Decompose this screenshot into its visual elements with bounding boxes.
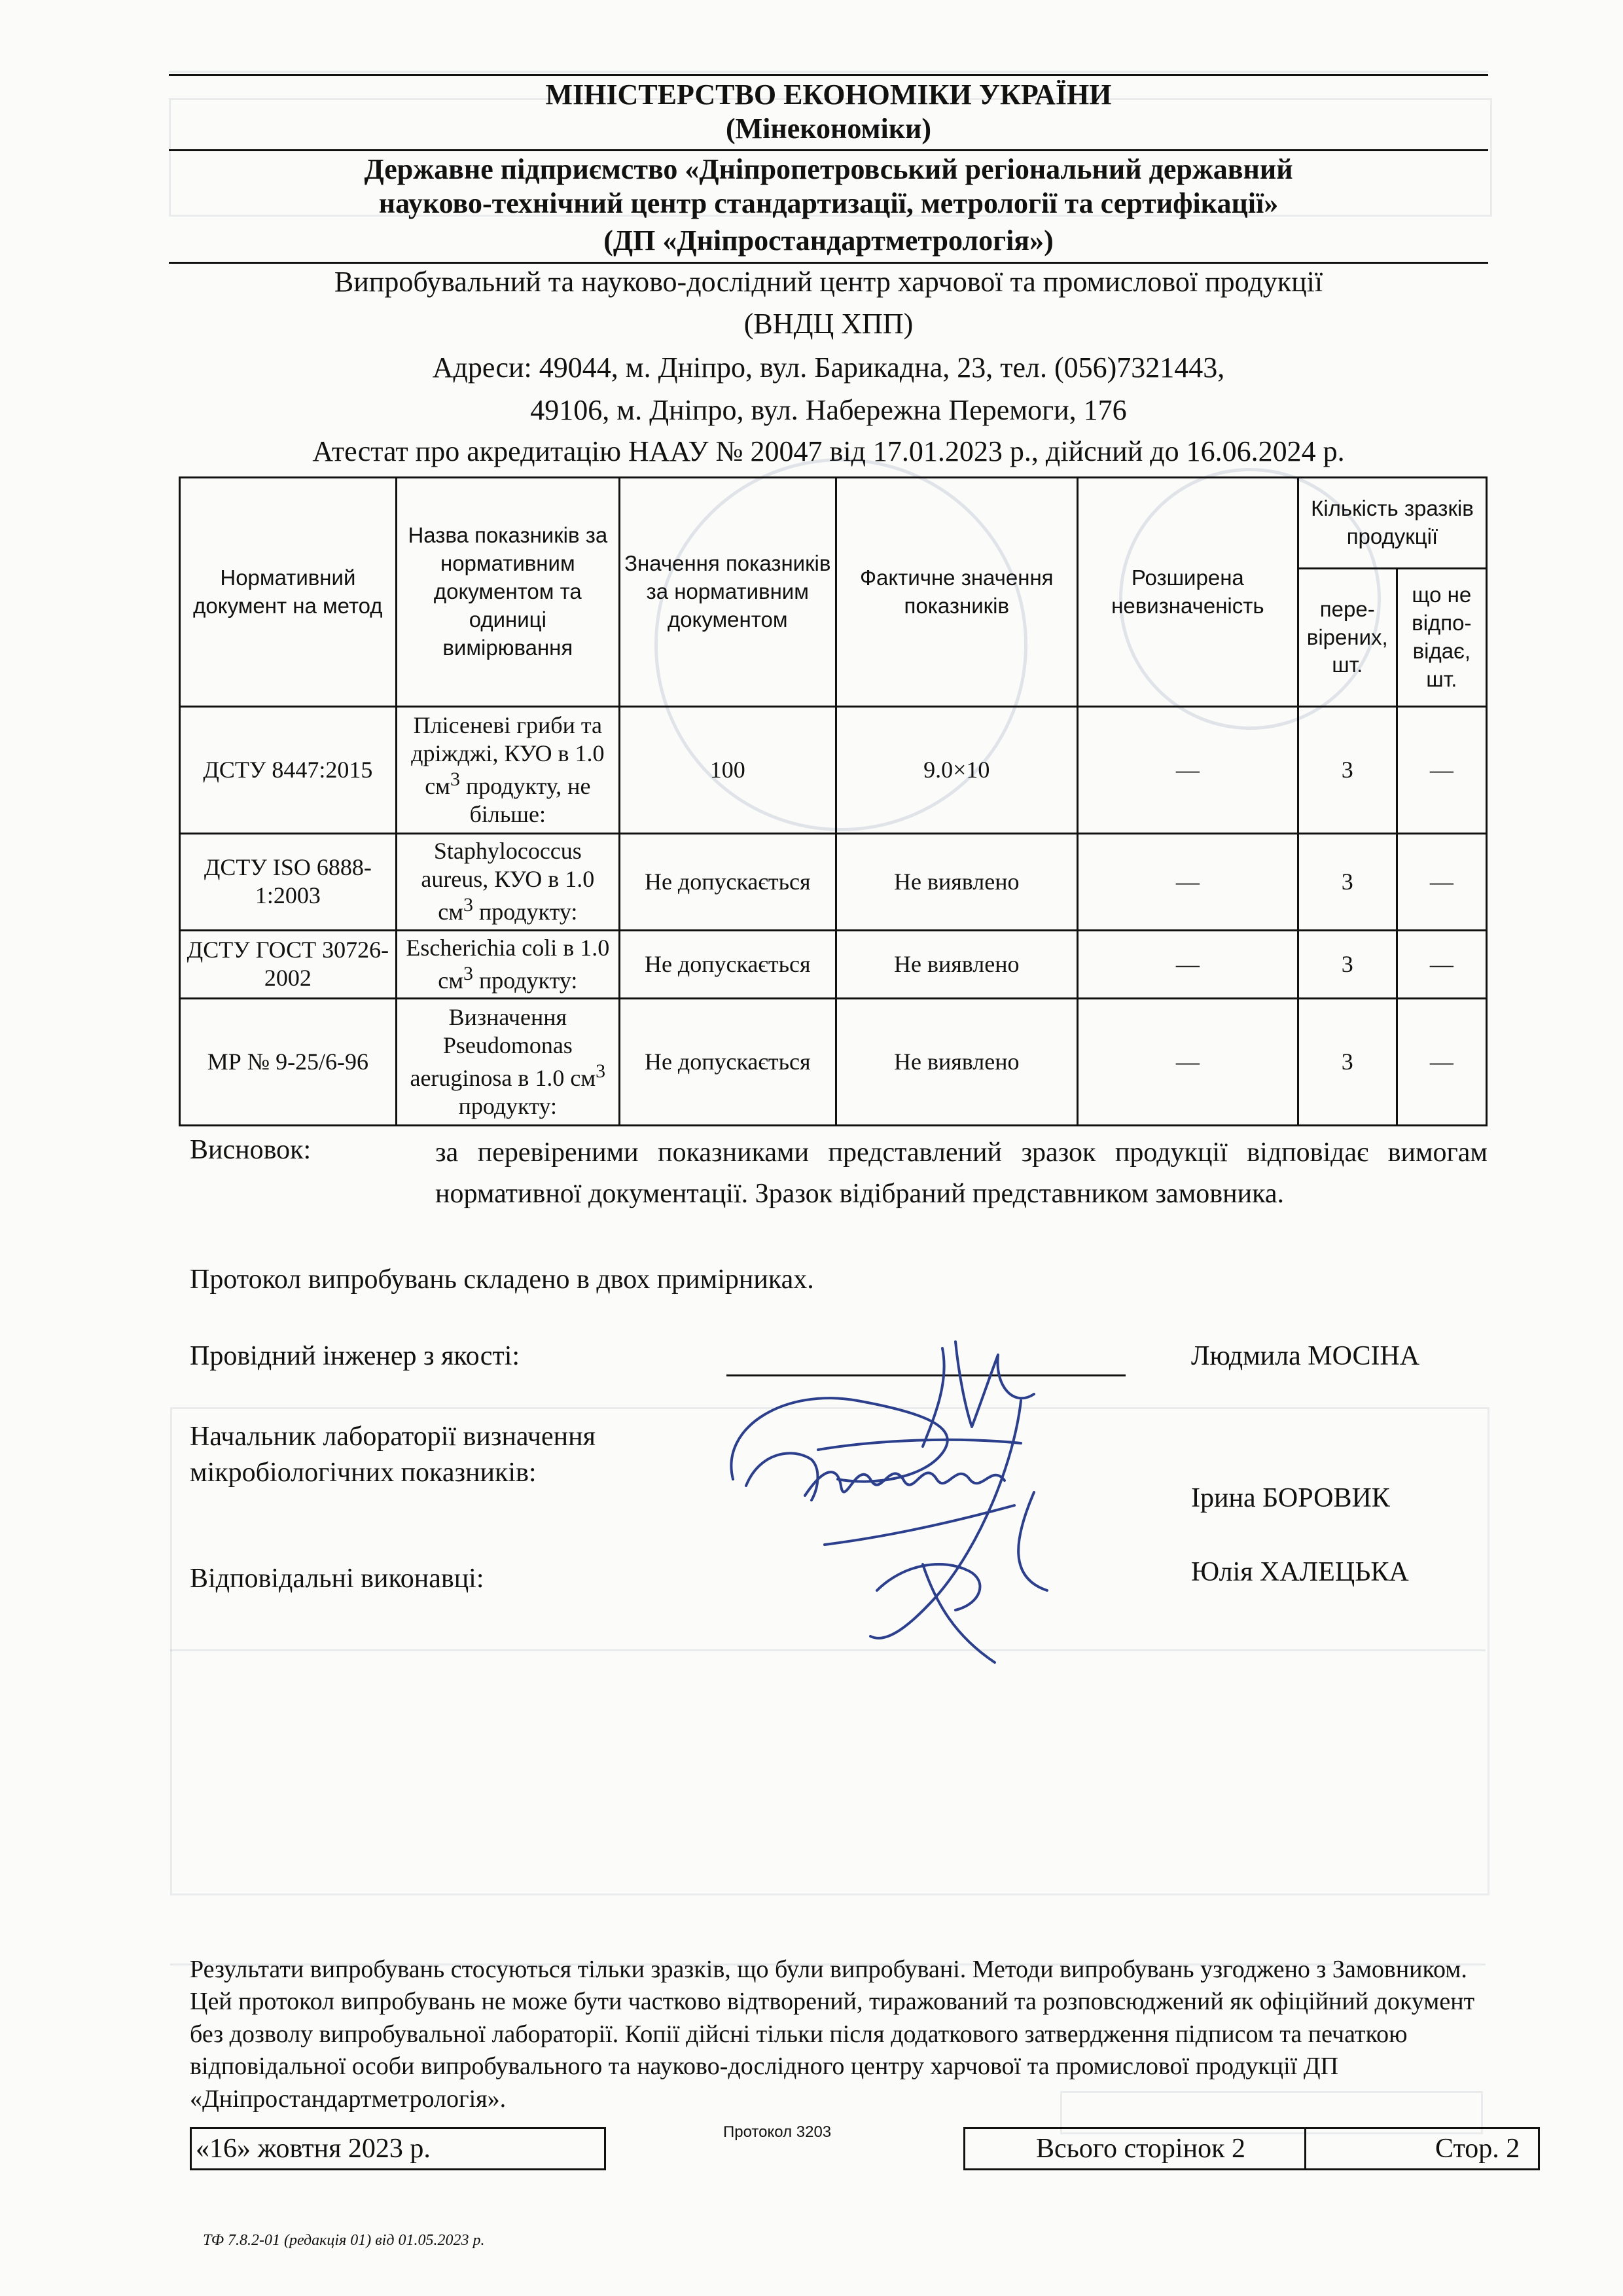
ministry-name: МІНІСТЕРСТВО ЕКОНОМІКИ УКРАЇНИ [545, 79, 1112, 111]
address-line2: 49106, м. Дніпро, вул. Набережна Перемоги, 176 [530, 394, 1127, 426]
cell-document: ДСТУ ISO 6888-1:2003 [180, 834, 397, 931]
head-label: Начальник лабораторії визначення мікробіологічних показників: [190, 1422, 596, 1488]
cell-nonconforming: — [1397, 930, 1486, 998]
cell-indicator: Визначення Pseudomonas aeruginosa в 1.0 $см^3$ продукту: [396, 998, 619, 1125]
enterprise-short-name: (ДП «Дніпростандартметрологія») [603, 224, 1054, 257]
protocol-date: «16» жовтня 2023 р. [196, 2134, 431, 2164]
cell-checked: 3 [1298, 707, 1397, 834]
header-document: Нормативний документ на метод [180, 478, 397, 707]
disclaimer-text: Результати випробувань стосуються тільки зразків, що були випробувані. Методи випробувань узгоджено з Замовником. Цей протокол випробувань не може бути частково відтворений, тиражований та розповсюджений як офіційний документ без дозволу випробувальної лабораторії. Копії дійсні тільки після додаткового затвердження підписом та печаткою відповідальної особи випробувального та науково-дослідного центру харчової та промислової продукції ДП «Дніпростандартметрологія». [190, 1956, 1475, 2113]
cell-document: МР № 9-25/6-96 [180, 998, 397, 1125]
total-pages: Всього сторінок 2 [1036, 2134, 1245, 2164]
center-name: Випробувальний та науково-дослідний центр харчової та промислової продукції [334, 266, 1323, 298]
cell-nonconforming: — [1397, 834, 1486, 931]
cell-actual-value: 9.0×10 [836, 707, 1077, 834]
head-name: Ірина БОРОВИК [1191, 1483, 1390, 1513]
cell-checked: 3 [1298, 834, 1397, 931]
cell-document: ДСТУ ГОСТ 30726-2002 [180, 930, 397, 998]
table-row [180, 998, 1487, 1125]
cell-actual-value: Не виявлено [836, 998, 1077, 1125]
page-number: Стор. 2 [1435, 2134, 1520, 2164]
table-row [180, 707, 1487, 834]
cell-actual-value: Не виявлено [836, 834, 1077, 931]
cell-nonconforming: — [1397, 707, 1486, 834]
handwritten-signatures [707, 1329, 1178, 1695]
cell-uncertainty: — [1077, 930, 1298, 998]
header-uncertainty: Розширена невизначеність [1077, 478, 1298, 707]
executors-name: Юлія ХАЛЕЦЬКА [1191, 1557, 1409, 1587]
header-indicator-name: Назва показників за нормативним документом та одиниці вимірювання [396, 478, 619, 707]
enterprise-name-line2: науково-технічний центр стандартизації, метрології та сертифікації» [378, 187, 1279, 219]
header-sample-count: Кількість зразків продукції [1298, 478, 1486, 569]
protocol-number: Протокол 3203 [723, 2123, 832, 2141]
cell-document: ДСТУ 8447:2015 [180, 707, 397, 834]
header-actual-value: Фактичне значення показників [836, 478, 1077, 707]
center-short-name: (ВНДЦ ХПП) [743, 308, 914, 340]
table-row [180, 834, 1487, 931]
cell-nonconforming: — [1397, 998, 1486, 1125]
date-box [190, 2127, 606, 2170]
cell-uncertainty: — [1077, 998, 1298, 1125]
page-info-box [963, 2127, 1540, 2170]
cell-norm-value: Не допускається [619, 998, 836, 1125]
form-code: ТФ 7.8.2-01 (редакція 01) від 01.05.2023 р. [203, 2232, 485, 2249]
executors-label: Відповідальні виконавці: [190, 1564, 484, 1594]
cell-checked: 3 [1298, 998, 1397, 1125]
enterprise-name-line1: Державне підприємство «Дніпропетровський регіональний державний [364, 153, 1293, 185]
page-info-divider [1304, 2129, 1306, 2168]
accreditation-line: Атестат про акредитацію НААУ № 20047 від 17.01.2023 р., дійсний до 16.06.2024 р. [312, 435, 1345, 467]
conclusion-text: за перевіреними показниками представлений зразок продукції відповідає вимогам нормативної документації. Зразок відібраний представником замовника. [435, 1138, 1488, 1209]
header-norm-value: Значення показників за нормативним документом [619, 478, 836, 707]
cell-indicator: Staphylococcus aureus, КУО в 1.0 $см^3$ продукту: [396, 834, 619, 931]
copies-note: Протокол випробувань складено в двох примірниках. [190, 1265, 814, 1295]
table-header-row [180, 478, 1487, 569]
conclusion-label: Висновок: [190, 1135, 312, 1165]
cell-actual-value: Не виявлено [836, 930, 1077, 998]
cell-indicator: Плісеневі гриби та дріжджі, КУО в 1.0 $см^3$ продукту, не більше: [396, 707, 619, 834]
address-line1: Адреси: 49044, м. Дніпро, вул. Барикадна, 23, тел. (056)7321443, [432, 351, 1225, 384]
header-checked: пере-вірених, шт. [1298, 569, 1397, 707]
table-row [180, 930, 1487, 998]
cell-indicator: Escherichia coli в 1.0 $см^3$ продукту: [396, 930, 619, 998]
cell-norm-value: Не допускається [619, 930, 836, 998]
ministry-short-name: (Мінекономіки) [725, 113, 932, 145]
cell-uncertainty: — [1077, 834, 1298, 931]
cell-uncertainty: — [1077, 707, 1298, 834]
cell-norm-value: Не допускається [619, 834, 836, 931]
results-table [179, 476, 1488, 1126]
engineer-name: Людмила МОСІНА [1191, 1341, 1420, 1371]
engineer-label: Провідний інженер з якості: [190, 1341, 520, 1371]
header-nonconforming: що не відпо-відає, шт. [1397, 569, 1486, 707]
cell-norm-value: 100 [619, 707, 836, 834]
cell-checked: 3 [1298, 930, 1397, 998]
